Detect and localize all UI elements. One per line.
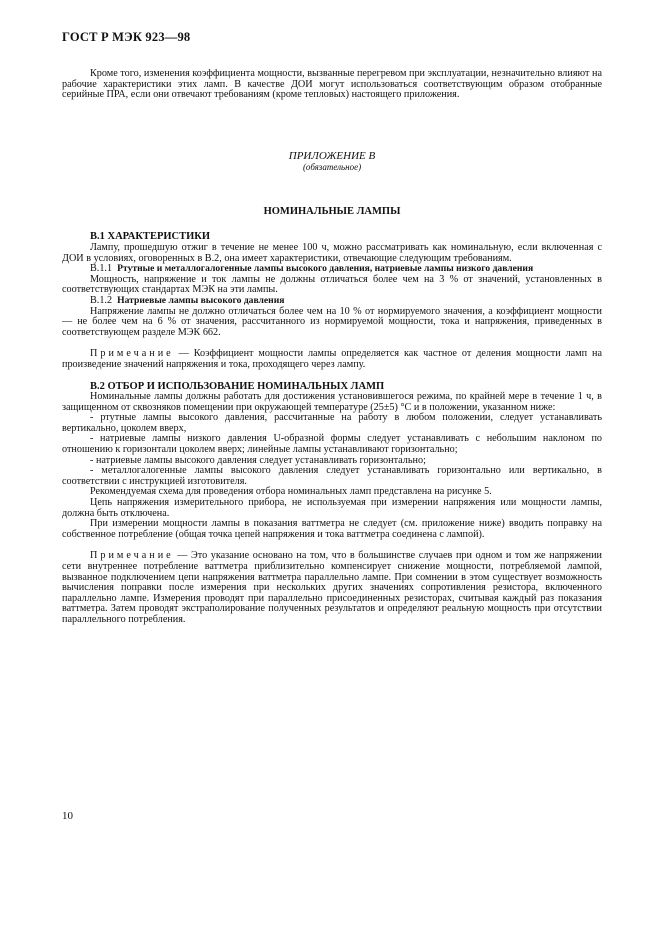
section-b1-heading: В.1 ХАРАКТЕРИСТИКИ xyxy=(90,231,211,243)
subsection-b12-heading xyxy=(90,296,602,307)
subsection-b12-title: Натриевые лампы высокого давления xyxy=(117,294,285,306)
b1-note-word: Примечание xyxy=(90,348,174,360)
subsection-b11-text: Мощность, напряжение и ток лампы не должны отличаться более чем на 3 % от значений, установленных в соответствующих стандартах МЭК на эти лампы. xyxy=(62,273,602,296)
b2-note xyxy=(62,551,602,625)
page-number: 10 xyxy=(62,810,73,822)
subsection-b11-number: В.1.1 xyxy=(90,263,113,275)
b1-note-text: — Коэффициент мощности лампы определяется как частное от деления мощности ламп на произведение значений напряжения и тока, проходящего через лампу. xyxy=(62,348,602,370)
document-header: ГОСТ Р МЭК 923—98 xyxy=(62,30,191,44)
section-b2-paragraph-4: При измерении мощности лампы в показания ваттметра не следует (см. приложение ниже) вводить поправку на собственное потребление (общая точка цепей напряжения и тока ваттметра соединена с лампой). xyxy=(62,518,602,540)
appendix-note: (обязательное) xyxy=(302,161,362,172)
appendix-label: ПРИЛОЖЕНИЕ В xyxy=(288,149,376,162)
section-b1-text: Лампу, прошедшую отжиг в течение не менее 100 ч, можно рассматривать как номинальную, если включенная с ДОИ в условиях, оговоренных в В.2, она имеет характеристики, отвечающие следующим требованиям. xyxy=(62,241,602,264)
section-b2-paragraph-2: Рекомендуемая схема для проведения отбора номинальных ламп представлена на рисунке 5. xyxy=(90,486,492,498)
intro-paragraph: Кроме того, изменения коэффициента мощности, вызванные перегревом при эксплуатации, незначительно влияют на рабочие характеристики этих ламп. В качестве ДОИ могут использоваться соответствующим образом отобранные серийные ПРА, если они отвечают требованиям (кроме тепловых) настоящего приложения. xyxy=(62,68,602,101)
list-item: - ртутные лампы высокого давления, рассчитанные на работу в любом положении, следует устанавливать вертикально, цоколем вверх, xyxy=(62,412,602,434)
section-b2-heading: В.2 ОТБОР И ИСПОЛЬЗОВАНИЕ НОМИНАЛЬНЫХ ЛАМП xyxy=(90,380,385,392)
subsection-b12-number: В.1.2 xyxy=(90,294,113,306)
section-b2-paragraph-3: Цепь напряжения измерительного прибора, не используемая при измерении напряжения или мощности лампы, должна быть отключена. xyxy=(62,497,602,519)
b2-note-word: Примечание xyxy=(90,550,174,562)
subsection-b11-title: Ртутные и металлогалогенные лампы высокого давления, натриевые лампы низкого давления xyxy=(117,263,534,275)
list-item: - металлогалогенные лампы высокого давления следует устанавливать горизонтально или вертикально, в соответствии с инструкцией изготовителя. xyxy=(62,465,602,487)
subsection-b12-text: Напряжение лампы не должно отличаться более чем на 10 % от нормируемого значения, а коэффициент мощности — не более чем на 6 % от значения, рассчитанного из нормируемой мощности, тока и напряжения, приведенных в соответствующем разделе МЭК 662. xyxy=(62,305,602,338)
b2-note-text: — Это указание основано на том, что в большинстве случаев при одном и том же напряжении сети внутреннее потребление ваттметра приблизительно компенсирует снижение мощности, потребляемой лампой, вызванное подключением цепи напряжения ваттметра параллельно лампе. При сомнении в этом существует возможность вычисления поправки после измерения при нескольких других значениях сопротивления резистора, включенного параллельно лампе. Измерения проводят при параллельно присоединенных резисторах, считывая каждый раз показания ваттметра. Затем проводят экстраполирование полученных результатов и определяют реальную мощность при отсутствии параллельного потребления. xyxy=(62,550,602,625)
b1-note xyxy=(62,349,602,370)
list-item: - натриевые лампы высокого давления следует устанавливать горизонтально; xyxy=(90,454,426,466)
page-content xyxy=(62,69,602,626)
appendix-title: НОМИНАЛЬНЫЕ ЛАМПЫ xyxy=(263,205,401,217)
section-b2-paragraph-1: Номинальные лампы должны работать для достижения установившегося режима, по крайней мере в течение 1 ч, в защищенном от сквозняков помещении при окружающей температуре (25±5) °С и в положении, указанном ниже: xyxy=(62,391,602,413)
list-item: - натриевые лампы низкого давления U-образной формы следует устанавливать с небольшим наклоном по отношению к горизонтали цоколем вверх; линейные лампы устанавливают горизонтально; xyxy=(62,433,602,456)
